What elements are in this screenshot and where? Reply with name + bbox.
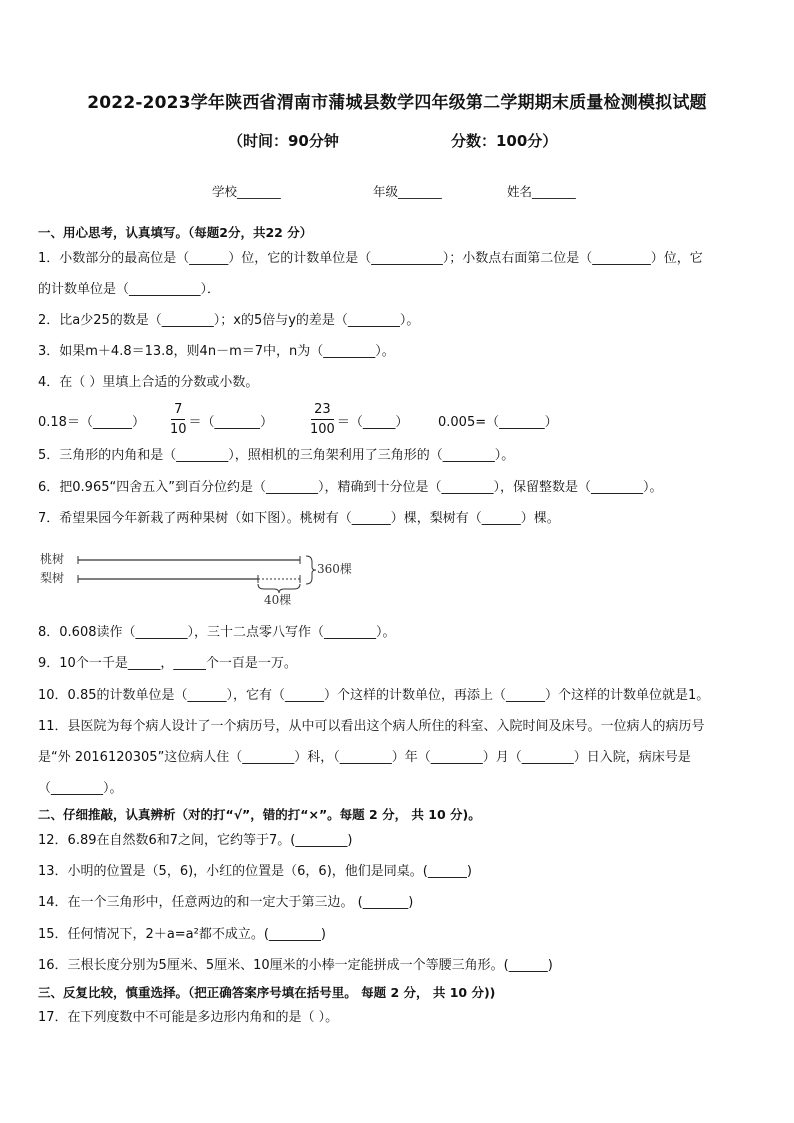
- question-12: 12．6.89在自然数6和7之间，它约等于7。(________): [38, 833, 353, 848]
- question-15: 15．任何情况下，2＋a=a²都不成立。(________): [38, 927, 326, 942]
- q4-item-d: 0.005=（_______）: [438, 414, 558, 430]
- question-1-line-1: 1．小数部分的最高位是（______）位，它的计数单位是（___________）；小数点右面第二位是（_________）位，它: [38, 251, 703, 266]
- question-7: 7．希望果园今年新栽了两种果树（如下图）。桃树有（______）棵，梨树有（______）棵。: [38, 511, 560, 526]
- score-info: 分数：100分）: [451, 132, 558, 150]
- fraction-denominator: 100: [310, 422, 335, 437]
- peach-tree-label: 桃树: [40, 552, 65, 566]
- q4-item-a: 0.18＝（______）: [38, 414, 145, 430]
- fraction: [310, 401, 335, 439]
- section-3-heading: 三、反复比较，慎重选择。（把正确答案序号填在括号里。 每题 2 分， 共 10 分)): [38, 985, 496, 1000]
- total-count-label: 360棵: [317, 562, 352, 576]
- q4-item-b-blank: ＝（_______）: [188, 414, 274, 430]
- time-info: （时间：90分钟: [228, 132, 339, 150]
- question-14: 14．在一个三角形中，任意两边的和一定大于第三边。 (_______): [38, 895, 414, 910]
- q4-item-c-blank: ＝（_____）: [336, 414, 409, 430]
- question-13: 13．小明的位置是（5，6)，小红的位置是（6，6)，他们是同桌。(______): [38, 864, 472, 879]
- q4-item-c: [310, 398, 408, 442]
- fraction-numerator: 23: [311, 401, 334, 420]
- question-5: 5．三角形的内角和是（________），照相机的三角架利用了三角形的（________）。: [38, 448, 515, 463]
- question-1-line-2: 的计数单位是（___________）．: [38, 282, 221, 297]
- difference-label: 40棵: [264, 593, 292, 607]
- question-9: 9．10个一千是_____，_____个一百是一万。: [38, 656, 297, 671]
- question-4: 4．在（ ）里填上合适的分数或小数。: [38, 375, 259, 390]
- question-11-line-1: 11．县医院为每个病人设计了一个病历号，从中可以看出这个病人所住的科室、入院时间及床号。一位病人的病历号: [38, 719, 705, 734]
- fraction-numerator: 7: [171, 401, 185, 420]
- question-17: 17．在下列度数中不可能是多边形内角和的是（ ）。: [38, 1010, 339, 1025]
- question-8: 8．0.608读作（________），三十二点零八写作（________）。: [38, 625, 396, 640]
- question-6: 6．把0.965“四舍五入”到百分位约是（________），精确到十分位是（________），保留整数是（________）。: [38, 480, 663, 495]
- question-10: 10．0.85的计数单位是（______），它有（______）个这样的计数单位，再添上（______）个这样的计数单位就是1。: [38, 688, 710, 703]
- exam-title: 2022-2023学年陕西省渭南市蒲城县数学四年级第二学期期末质量检测模拟试题: [87, 93, 707, 113]
- section-1-heading: 一、用心思考，认真填写。（每题2分，共22 分）: [38, 225, 313, 240]
- question-11-line-3: （________）。: [38, 781, 123, 796]
- q4-item-b: [170, 398, 273, 442]
- fraction-denominator: 10: [170, 422, 187, 437]
- school-field: 学校_______: [212, 184, 281, 199]
- name-field: 姓名_______: [507, 184, 576, 199]
- question-4-items: [38, 398, 758, 442]
- section-2-heading: 二、仔细推敲，认真辨析（对的打“√”，错的打“×”。每题 2 分， 共 10 分)。: [38, 807, 481, 822]
- grade-field: 年级_______: [373, 184, 442, 199]
- question-2: 2．比a少25的数是（________）；x的5倍与y的差是（________）。: [38, 313, 420, 328]
- segment-lines: [38, 548, 378, 608]
- question-16: 16．三根长度分别为5厘米、5厘米、10厘米的小棒一定能拼成一个等腰三角形。(______): [38, 958, 553, 973]
- question-3: 3．如果m＋4.8＝13.8，则4n－m＝7中，n为（________）。: [38, 344, 395, 359]
- fraction: [170, 401, 187, 439]
- pear-tree-label: 梨树: [40, 571, 65, 585]
- question-11-line-2: 是“外 2016120305”这位病人住（________）科，（________）年（________）月（________）日入院，病床号是: [38, 750, 691, 765]
